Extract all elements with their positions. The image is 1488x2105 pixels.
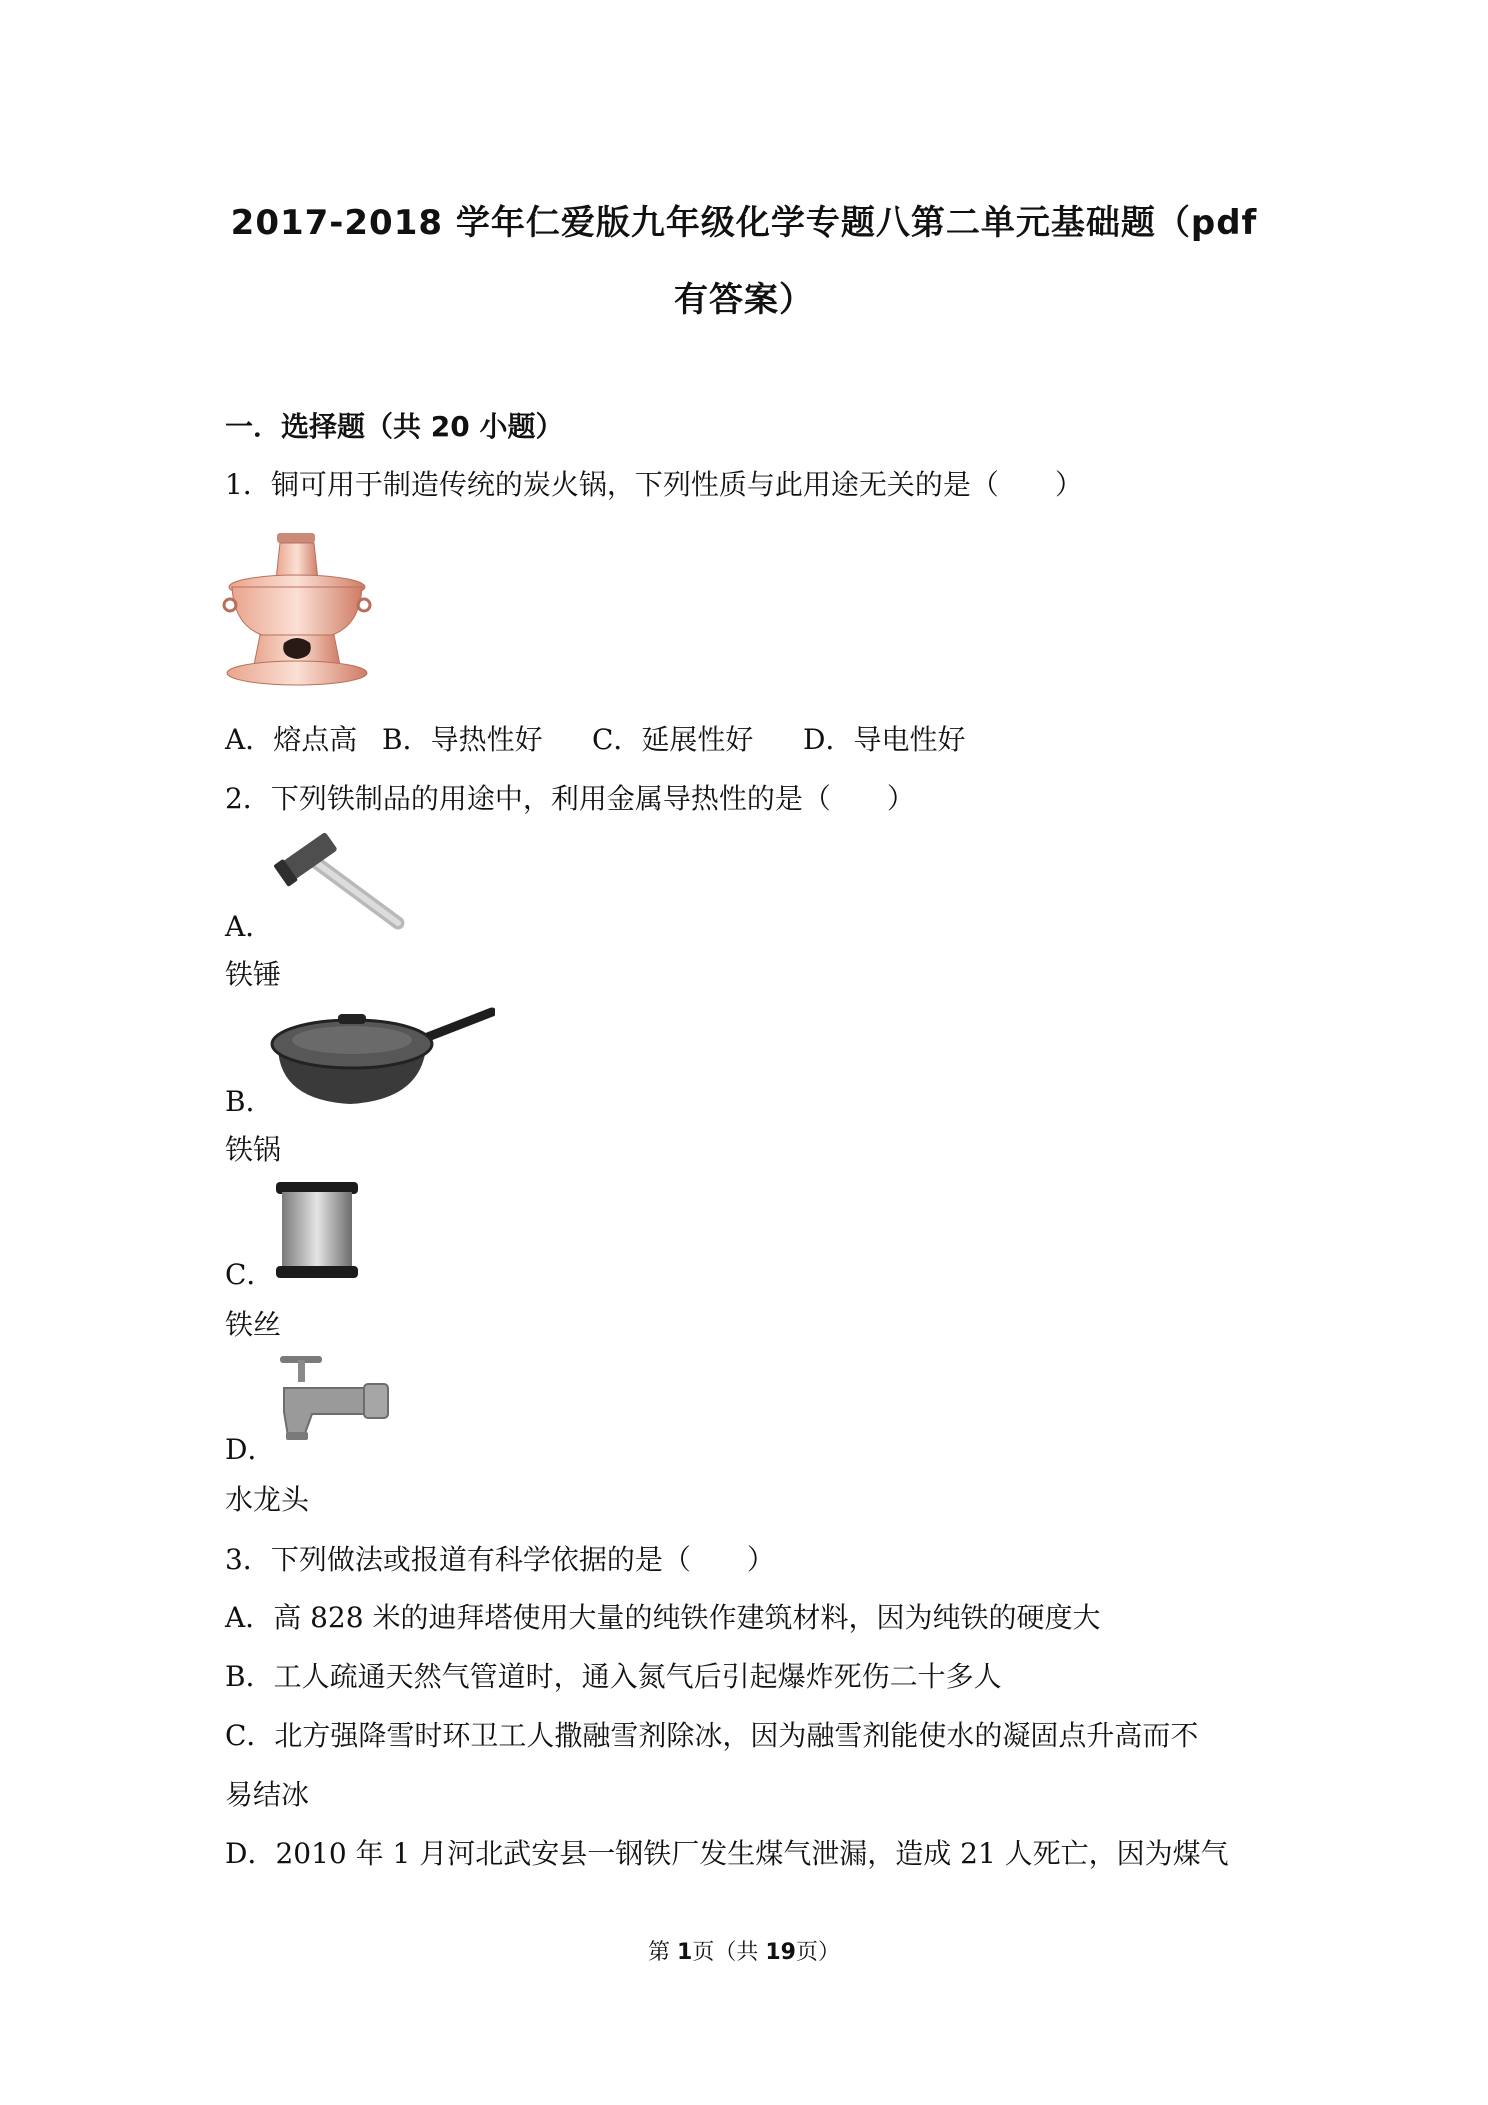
question-3-stem: 3．下列做法或报道有科学依据的是（ ） xyxy=(225,1543,775,1576)
footer-page-number: 1 xyxy=(677,1940,693,1965)
footer-prefix: 第 xyxy=(648,1940,678,1965)
footer-middle: 页（共 xyxy=(692,1940,766,1965)
q3-option-b: B．工人疏通天然气管道时，通入氮气后引起爆炸死伤二十多人 xyxy=(225,1660,1002,1693)
footer-total-pages: 19 xyxy=(765,1940,796,1965)
q3-option-a: A．高 828 米的迪拜塔使用大量的纯铁作建筑材料，因为纯铁的硬度大 xyxy=(225,1601,1101,1634)
q2-option-a-caption: 铁锤 xyxy=(225,958,282,991)
question-1-stem: 1．铜可用于制造传统的炭火锅，下列性质与此用途无关的是（ ） xyxy=(225,468,1083,501)
q1-option-c: C．延展性好 xyxy=(592,723,754,756)
document-title-line2: 有答案） xyxy=(674,280,814,320)
q2-option-d-letter: D． xyxy=(225,1433,276,1466)
copper-hot-pot-icon xyxy=(222,525,372,690)
iron-hammer-icon xyxy=(270,828,410,933)
q2-option-b-caption: 铁锅 xyxy=(225,1133,282,1166)
q2-option-c-letter: C． xyxy=(225,1258,275,1291)
q1-option-b: B．导热性好 xyxy=(382,723,543,756)
q3-option-c: C．北方强降雪时环卫工人撒融雪剂除冰，因为融雪剂能使水的凝固点升高而不 xyxy=(225,1719,1199,1752)
q3-option-d: D．2010 年 1 月河北武安县一钢铁厂发生煤气泄漏，造成 21 人死亡，因为煤气 xyxy=(225,1837,1229,1870)
q2-option-a-letter: A． xyxy=(225,910,274,943)
iron-wok-icon xyxy=(270,1000,495,1110)
section-heading: 一．选择题（共 20 小题） xyxy=(225,410,564,443)
page-footer xyxy=(0,1935,1488,1966)
q2-option-d-caption: 水龙头 xyxy=(225,1483,310,1516)
q3-option-c-cont: 易结冰 xyxy=(225,1778,310,1811)
question-2-stem: 2．下列铁制品的用途中，利用金属导热性的是（ ） xyxy=(225,782,915,815)
q2-option-b-letter: B． xyxy=(225,1085,274,1118)
q1-option-d: D．导电性好 xyxy=(803,723,966,756)
wire-spool-icon xyxy=(272,1178,362,1283)
document-title-line1: 2017-2018 学年仁爱版九年级化学专题八第二单元基础题（pdf xyxy=(230,203,1258,243)
footer-suffix: 页） xyxy=(795,1940,840,1965)
q1-option-a: A．熔点高 xyxy=(225,723,358,756)
q2-option-c-caption: 铁丝 xyxy=(225,1308,282,1341)
water-tap-icon xyxy=(272,1352,392,1457)
